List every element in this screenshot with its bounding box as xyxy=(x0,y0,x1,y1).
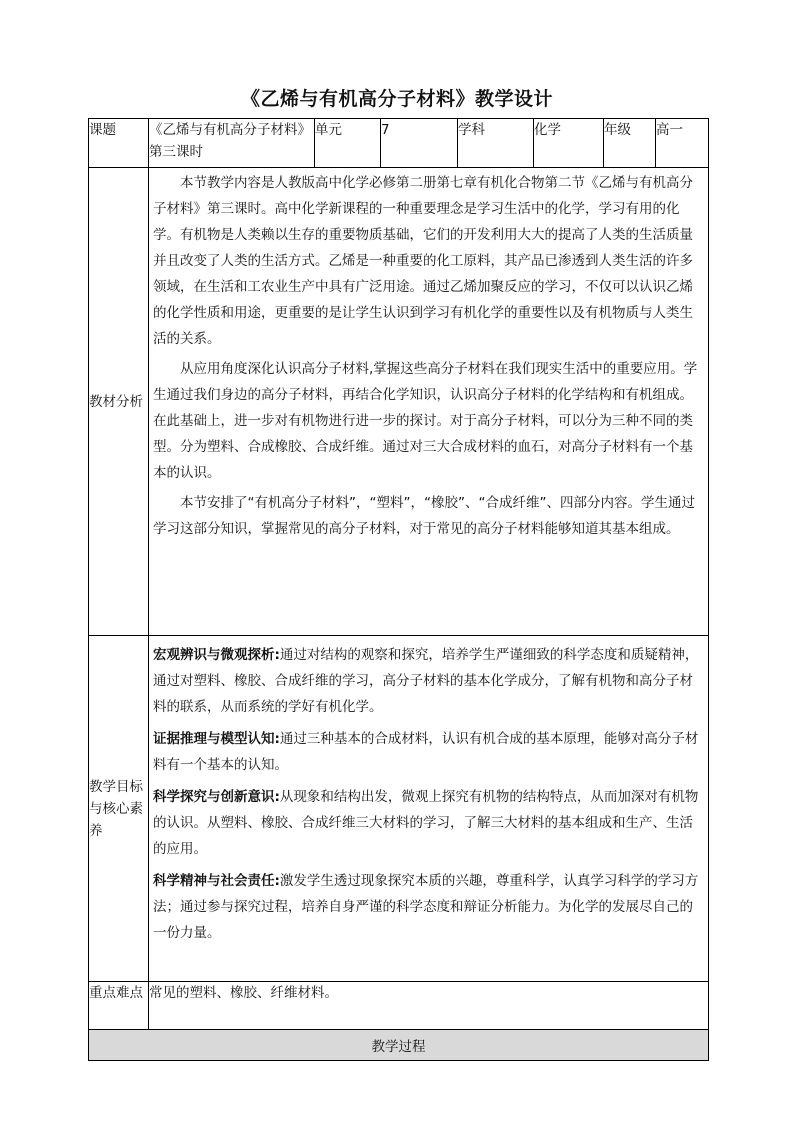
goal-text: 通过三种基本的合成材料，认识有机合成的基本原理，能够对高分子材料有一个基本的认知。 xyxy=(153,731,699,773)
subject-label: 学科 xyxy=(458,119,534,168)
analysis-paragraph: 本节教学内容是人教版高中化学必修第二册第七章有机化合物第二节《乙烯与有机高分子材料》第三课时。高中化学新课程的一种重要理念是学习生活中的化学，学习有用的化学。有机物是人类赖以生存的重要物质基础，它们的开发利用大大的提高了人类的生活质量并且改变了人类的生活方式。乙烯是一种重要的化工原料，其产品已渗透到人类生活的许多领域，在生活和工农业生产中具有广泛用途。通过乙烯加聚反应的学习，不仅可以认识乙烯的化学性质和用途，更重要的是让学生认识到学习有机化学的重要性以及有机物质与人类生活的关系。 xyxy=(153,175,693,347)
goal-heading: 科学精神与社会责任: xyxy=(153,873,280,889)
keypoints-label: 重点难点 xyxy=(89,982,149,1030)
analysis-label: 教材分析 xyxy=(89,168,149,636)
keypoints-row xyxy=(89,982,709,1030)
goal-text: 通过对结构的观察和探究，培养学生严谨细致的科学态度和质疑精神，通过对塑料、橡胶、合成纤维的学习，高分子材料的基本化学成分，了解有机物和高分子材料的联系，从而系统的学好有机化学。 xyxy=(153,647,699,715)
goal-text: 激发学生透过现象探究本质的兴趣，尊重科学，认真学习科学的学习方法；通过参与探究过程，培养自身严谨的科学态度和辩证分析能力。为化学的发展尽自己的一份力量。 xyxy=(153,873,699,941)
analysis-content xyxy=(149,168,709,636)
grade-value: 高一 xyxy=(656,119,709,168)
keypoints-value: 常见的塑料、橡胶、纤维材料。 xyxy=(149,982,709,1030)
process-row xyxy=(89,1030,709,1061)
unit-label: 单元 xyxy=(315,119,381,168)
goals-content xyxy=(149,636,709,982)
goals-row xyxy=(89,636,709,982)
goal-item xyxy=(149,642,708,720)
subject-value: 化学 xyxy=(534,119,604,168)
analysis-paragraph: 本节安排了“有机高分子材料”，“塑料”，“橡胶”、“合成纤维”、四部分内容。学生通过学习这部分知识，掌握常见的高分子材料，对于常见的高分子材料能够知道其基本组成。 xyxy=(153,495,695,537)
goal-heading: 科学探究与创新意识: xyxy=(153,789,280,805)
goal-heading: 证据推理与模型认知: xyxy=(153,731,280,747)
course-label: 课题 xyxy=(89,119,149,168)
goal-item xyxy=(149,726,708,778)
header-row xyxy=(89,119,709,168)
goal-text: 从现象和结构出发，微观上探究有机物的结构特点，从而加深对有机物的认识。从塑料、橡胶、合成纤维三大材料的学习，了解三大材料的基本组成和生产、生活的应用。 xyxy=(153,789,699,857)
grade-label: 年级 xyxy=(604,119,656,168)
analysis-row xyxy=(89,168,709,636)
goal-item xyxy=(149,868,708,946)
process-header: 教学过程 xyxy=(89,1030,709,1061)
unit-value: 7 xyxy=(381,119,458,168)
goals-label: 教学目标与核心素养 xyxy=(89,636,149,982)
analysis-paragraph: 从应用角度深化认识高分子材料,掌握这些高分子材料在我们现实生活中的重要应用。学生通过我们身边的高分子材料，再结合化学知识，认识高分子材料的化学结构和有机组成。在此基础上，进一步对有机物进行进一步的探讨。对于高分子材料，可以分为三种不同的类型。分为塑料、合成橡胶、合成纤维。通过对三大合成材料的血石，对高分子材料有一个基本的认识。 xyxy=(153,361,698,481)
course-value: 《乙烯与有机高分子材料》第三课时 xyxy=(149,119,315,168)
goal-item xyxy=(149,784,708,862)
goal-heading: 宏观辨识与微观探析: xyxy=(153,647,280,663)
document-title: 《乙烯与有机高分子材料》教学设计 xyxy=(240,88,553,110)
lesson-plan-table xyxy=(88,118,709,1061)
